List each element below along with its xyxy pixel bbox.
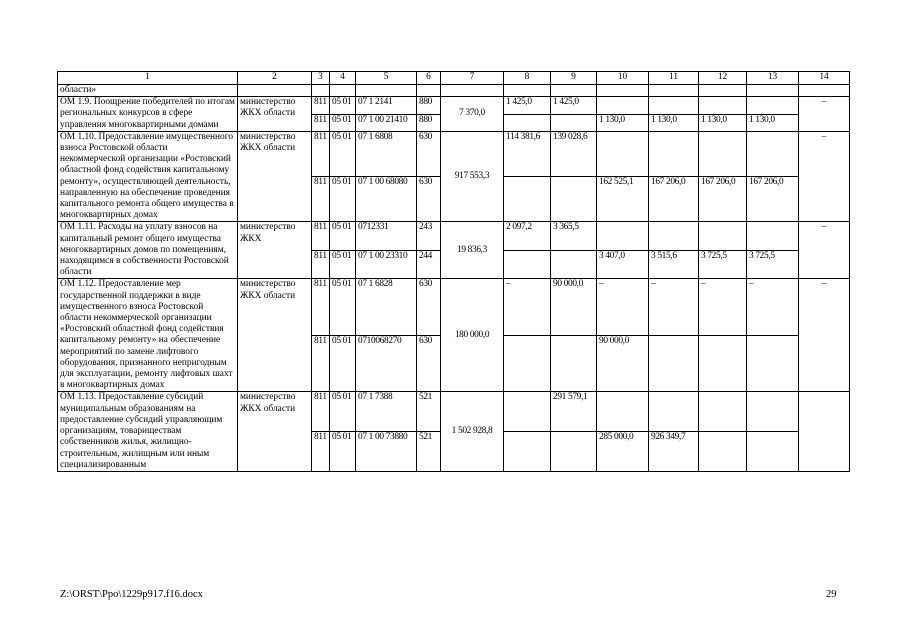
year-amount (649, 97, 699, 114)
empty-cell (238, 85, 312, 97)
year-amount (699, 97, 747, 114)
empty-cell (330, 85, 356, 97)
column-number: 6 (417, 72, 441, 85)
year-amount: 90 000,0 (597, 335, 649, 392)
total-amount: 19 836,3 (441, 222, 504, 279)
column-number: 14 (799, 72, 850, 85)
budget-code-c6: 630 (417, 177, 441, 222)
column-number: 5 (356, 72, 417, 85)
year-amount: 1 130,0 (747, 114, 799, 131)
empty-cell (312, 85, 330, 97)
total-amount: 1 502 928,8 (441, 392, 504, 471)
year-amount: 1 425,0 (504, 97, 551, 114)
year-amount: 1 130,0 (699, 114, 747, 131)
year-amount: 90 000,0 (551, 279, 597, 336)
year-amount (504, 177, 551, 222)
budget-code-c5: 0712331 (356, 222, 417, 251)
year-amount (504, 335, 551, 392)
empty-cell (747, 85, 799, 97)
year-amount (597, 131, 649, 176)
budget-table (57, 71, 850, 472)
year-amount (699, 131, 747, 176)
year-amount: – (597, 279, 649, 336)
year-amount (551, 335, 597, 392)
year-amount: – (649, 279, 699, 336)
budget-code-c3: 811 (312, 131, 330, 176)
year-amount (747, 432, 799, 472)
year-amount: 1 130,0 (649, 114, 699, 131)
year-amount: – (504, 279, 551, 336)
year-amount (649, 335, 699, 392)
budget-code-c4: 05 01 (330, 432, 356, 472)
year-amount: 2 097,2 (504, 222, 551, 251)
year-amount (699, 432, 747, 472)
table-header (58, 72, 850, 85)
year-amount (597, 97, 649, 114)
year-amount (747, 335, 799, 392)
year-amount: 3 725,5 (747, 250, 799, 279)
year-amount: 162 525,1 (597, 177, 649, 222)
budget-code-c4: 05 01 (330, 97, 356, 114)
year-amount (699, 222, 747, 251)
column-number: 10 (597, 72, 649, 85)
column-number: 12 (699, 72, 747, 85)
empty-cell (356, 85, 417, 97)
column-number: 11 (649, 72, 699, 85)
budget-code-c6: 521 (417, 392, 441, 432)
year-amount (504, 114, 551, 131)
empty-cell (799, 85, 850, 97)
year-amount: 3 365,5 (551, 222, 597, 251)
budget-code-c6: 880 (417, 114, 441, 131)
table-row (58, 222, 850, 251)
total-amount: 180 000,0 (441, 279, 504, 392)
column-number: 3 (312, 72, 330, 85)
budget-code-c5: 07 1 00 73880 (356, 432, 417, 472)
year-amount (597, 392, 649, 432)
year-amount: – (747, 279, 799, 336)
column-number: 9 (551, 72, 597, 85)
budget-code-c3: 811 (312, 250, 330, 279)
year-amount: 3 515,6 (649, 250, 699, 279)
budget-code-c3: 811 (312, 177, 330, 222)
year-amount: 926 349,7 (649, 432, 699, 472)
measure-name: ОМ 1.10. Предоставление имущественного взноса Ростовской области некоммерческой организации «Ростовский областной фонд содействия капитальному ремонту», осуществляющей деятельность, направленную на обеспечение проведения капитального ремонта общего имущества в многоквартирных домах (58, 131, 238, 222)
budget-code-c5: 07 1 00 23310 (356, 250, 417, 279)
budget-code-c4: 05 01 (330, 131, 356, 176)
budget-code-c6: 630 (417, 335, 441, 392)
year-amount (551, 114, 597, 131)
year-amount (551, 177, 597, 222)
empty-cell (649, 85, 699, 97)
year-amount: 3 407,0 (597, 250, 649, 279)
budget-code-c3: 811 (312, 97, 330, 114)
year-amount: 285 000,0 (597, 432, 649, 472)
continuation-row (58, 85, 850, 97)
budget-code-c5: 07 1 7388 (356, 392, 417, 432)
year-amount (649, 222, 699, 251)
measure-name: ОМ 1.11. Расходы на уплату взносов на капитальный ремонт общего имущества многоквартирных домов по помещениям, находящимся в собственности Ростовской области (58, 222, 238, 279)
budget-code-c3: 811 (312, 432, 330, 472)
measure-name: ОМ 1.9. Поощрение победителей по итогам региональных конкурсов в сфере управления многоквартирными домами (58, 97, 238, 132)
budget-code-c4: 05 01 (330, 335, 356, 392)
table-row (58, 131, 850, 176)
year-amount (649, 392, 699, 432)
column-number: 1 (58, 72, 238, 85)
table-body (58, 85, 850, 472)
table-row (58, 392, 850, 432)
total-amount: 917 553,3 (441, 131, 504, 222)
column-number: 4 (330, 72, 356, 85)
empty-cell (551, 85, 597, 97)
executor: министерство ЖКХ (238, 222, 312, 279)
executor: министерство ЖКХ области (238, 392, 312, 471)
executor: министерство ЖКХ области (238, 131, 312, 222)
budget-code-c3: 811 (312, 392, 330, 432)
measure-name: ОМ 1.13. Предоставление субсидий муниципальным образованиям на предоставление субсидий управляющим организациям, товариществам собственников жилья, жилищно-строительным, жилищным или иным специализированным (58, 392, 238, 471)
budget-code-c4: 05 01 (330, 250, 356, 279)
budget-code-c3: 811 (312, 222, 330, 251)
year-amount (699, 335, 747, 392)
year-amount: 167 206,0 (699, 177, 747, 222)
column-14-value: – (799, 97, 850, 132)
year-amount (699, 392, 747, 432)
column-14-value: – (799, 131, 850, 222)
budget-code-c5: 07 1 00 21410 (356, 114, 417, 131)
budget-code-c4: 05 01 (330, 114, 356, 131)
column-14-value (799, 392, 850, 471)
column-number: 7 (441, 72, 504, 85)
column-14-value: – (799, 222, 850, 279)
year-amount (504, 250, 551, 279)
empty-cell (441, 85, 504, 97)
budget-code-c4: 05 01 (330, 222, 356, 251)
budget-code-c5: 07 1 2141 (356, 97, 417, 114)
year-amount (649, 131, 699, 176)
column-number: 2 (238, 72, 312, 85)
total-amount: 7 370,0 (441, 97, 504, 132)
table-row (58, 279, 850, 336)
year-amount: 1 425,0 (551, 97, 597, 114)
continuation-text: области» (58, 85, 238, 97)
page-number: 29 (826, 589, 837, 600)
budget-code-c5: 0710068270 (356, 335, 417, 392)
budget-code-c6: 243 (417, 222, 441, 251)
column-14-value: – (799, 279, 850, 392)
budget-code-c3: 811 (312, 335, 330, 392)
budget-code-c4: 05 01 (330, 279, 356, 336)
year-amount (597, 222, 649, 251)
year-amount: 1 130,0 (597, 114, 649, 131)
budget-code-c6: 244 (417, 250, 441, 279)
budget-code-c4: 05 01 (330, 177, 356, 222)
budget-code-c6: 880 (417, 97, 441, 114)
year-amount (504, 432, 551, 472)
budget-code-c3: 811 (312, 279, 330, 336)
year-amount (747, 131, 799, 176)
empty-cell (699, 85, 747, 97)
footer-file-path: Z:\ORST\Ppo\1229p917.f16.docx (60, 589, 203, 600)
budget-code-c5: 07 1 6828 (356, 279, 417, 336)
empty-cell (504, 85, 551, 97)
year-amount: 114 381,6 (504, 131, 551, 176)
budget-code-c4: 05 01 (330, 392, 356, 432)
year-amount (504, 392, 551, 432)
year-amount: 3 725,5 (699, 250, 747, 279)
year-amount (747, 97, 799, 114)
column-number: 13 (747, 72, 799, 85)
budget-code-c5: 07 1 00 68080 (356, 177, 417, 222)
empty-cell (597, 85, 649, 97)
executor: министерство ЖКХ области (238, 279, 312, 392)
measure-name: ОМ 1.12. Предоставление мер государственной поддержки в виде имущественного взноса Ростовской области некоммерческой организации «Ростовский областной фонд содействия капитальному ремонту» на обеспечение мероприятий по замене лифтового оборудования, признанного непригодным для эксплуатации, ремонту лифтовых шахт в многоквартирных домах (58, 279, 238, 392)
budget-code-c3: 811 (312, 114, 330, 131)
year-amount: 139 028,6 (551, 131, 597, 176)
year-amount: 167 206,0 (649, 177, 699, 222)
executor: министерство ЖКХ области (238, 97, 312, 132)
header-row (58, 72, 850, 85)
budget-code-c6: 521 (417, 432, 441, 472)
year-amount: – (699, 279, 747, 336)
year-amount (747, 222, 799, 251)
year-amount (551, 250, 597, 279)
table-row (58, 97, 850, 114)
year-amount: 291 579,1 (551, 392, 597, 432)
year-amount (551, 432, 597, 472)
year-amount: 167 206,0 (747, 177, 799, 222)
budget-code-c6: 630 (417, 131, 441, 176)
empty-cell (417, 85, 441, 97)
budget-code-c5: 07 1 6808 (356, 131, 417, 176)
column-number: 8 (504, 72, 551, 85)
year-amount (747, 392, 799, 432)
budget-code-c6: 630 (417, 279, 441, 336)
